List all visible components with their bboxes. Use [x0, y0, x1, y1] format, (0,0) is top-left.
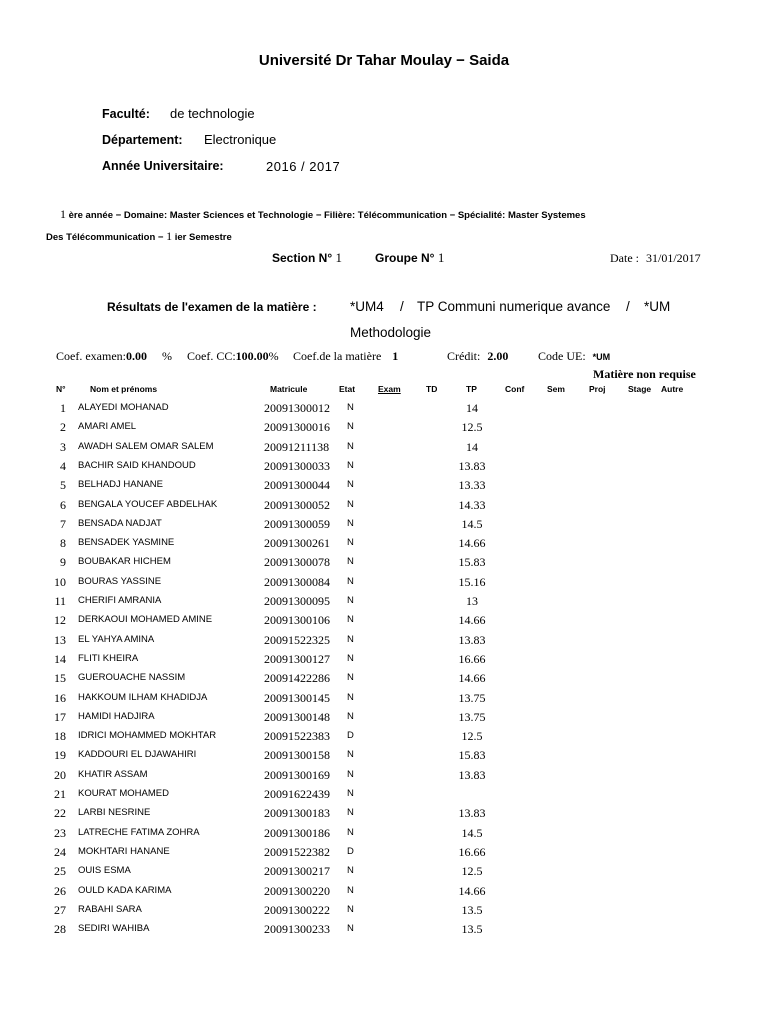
tp-grade: 14.5: [461, 516, 483, 531]
etat: N: [347, 923, 354, 935]
matiere-non-requise: Matière non requise: [593, 367, 696, 381]
tp-grade: 13.75: [458, 690, 486, 705]
exam-ue: *UM: [644, 299, 671, 314]
student-name: KHATIR ASSAM: [78, 768, 148, 780]
row-number: 22: [54, 806, 66, 821]
student-name: LARBI NESRINE: [78, 807, 151, 819]
coef-examen-label: Coef. examen:: [56, 349, 126, 363]
matricule: 20091300222: [264, 902, 330, 917]
row-number: 19: [54, 748, 66, 763]
tp-grade: 14.33: [458, 497, 486, 512]
etat: N: [347, 884, 354, 896]
header-exam: Exam: [378, 384, 401, 394]
etat: N: [347, 633, 354, 645]
student-name: OULD KADA KARIMA: [78, 884, 172, 896]
section-value: 1: [335, 250, 342, 265]
program-semester-number: 1: [166, 229, 173, 243]
date-info: [610, 251, 701, 266]
etat: N: [347, 614, 354, 626]
table-row: [0, 787, 768, 806]
etat: N: [347, 672, 354, 684]
credit-label: Crédit:: [447, 349, 481, 363]
row-number: 16: [54, 690, 66, 705]
table-row: [0, 633, 768, 652]
tp-grade: 13.83: [458, 806, 486, 821]
credit-value: 2.00: [487, 349, 509, 363]
code-ue-label: Code UE:: [538, 349, 586, 363]
tp-grade: 14.66: [458, 671, 486, 686]
program-year-number: 1: [60, 207, 66, 221]
header-etat: Etat: [339, 384, 356, 394]
row-number: 17: [54, 709, 66, 724]
header-matricule: Matricule: [270, 384, 308, 394]
etat: N: [347, 498, 354, 510]
coef-cc-pct: %: [268, 349, 279, 363]
etat: N: [347, 749, 354, 761]
table-row: [0, 536, 768, 555]
exam-title: Résultats de l'examen de la matière :: [107, 300, 317, 314]
etat: N: [347, 459, 354, 471]
table-row: [0, 691, 768, 710]
header-proj: Proj: [589, 384, 606, 394]
table-row: [0, 884, 768, 903]
exam-sep-1: /: [400, 299, 404, 314]
date-label: Date :: [610, 251, 639, 265]
etat: N: [347, 788, 354, 799]
header-num: N°: [56, 384, 66, 394]
exam-matiere: TP Communi numerique avance: [417, 299, 611, 314]
tp-grade: 13.5: [461, 902, 483, 917]
header-autre: Autre: [661, 384, 684, 394]
tp-grade: 13.75: [458, 709, 486, 724]
matricule: 20091300052: [264, 497, 330, 512]
code-ue-value: *UM: [592, 352, 611, 362]
table-row: [0, 555, 768, 574]
matricule: 20091300016: [264, 420, 330, 435]
table-row: [0, 498, 768, 517]
student-name: EL YAHYA AMINA: [78, 633, 155, 645]
row-number: 6: [60, 497, 66, 512]
student-name: BOURAS YASSINE: [78, 575, 162, 587]
row-number: 7: [60, 516, 66, 531]
matricule: 20091300127: [264, 651, 330, 666]
row-number: 12: [54, 613, 66, 628]
row-number: 2: [60, 420, 66, 435]
tp-grade: 13.83: [458, 632, 486, 647]
tp-grade: 14.5: [461, 825, 483, 840]
groupe-label: Groupe N°: [375, 251, 435, 265]
matricule: 20091522382: [264, 844, 330, 859]
tp-grade: 15.16: [458, 574, 486, 589]
tp-grade: 14.66: [458, 883, 486, 898]
table-row: [0, 478, 768, 497]
row-number: 8: [60, 536, 66, 551]
row-number: 4: [60, 458, 66, 473]
etat: N: [347, 865, 354, 877]
row-number: 18: [54, 729, 66, 744]
student-name: ALAYEDI MOHANAD: [78, 402, 169, 413]
matricule: 20091422286: [264, 671, 330, 686]
student-name: OUIS ESMA: [78, 865, 131, 877]
coef-cc: [187, 349, 279, 364]
student-name: BACHIR SAID KHANDOUD: [78, 459, 196, 471]
row-number: 27: [54, 902, 66, 917]
student-name: BENGALA YOUCEF ABDELHAK: [78, 498, 218, 510]
student-name: AMARI AMEL: [78, 421, 137, 433]
matricule: 20091300059: [264, 516, 330, 531]
departement-label: Département:: [102, 133, 183, 147]
student-name: BENSADA NADJAT: [78, 517, 162, 529]
row-number: 1: [60, 401, 66, 415]
table-row: [0, 575, 768, 594]
tp-grade: 15.83: [458, 748, 486, 763]
table-row: [0, 652, 768, 671]
annee-value: 2016 / 2017: [266, 159, 341, 174]
matricule: 20091300186: [264, 825, 330, 840]
tp-grade: 13.83: [458, 767, 486, 782]
row-number: 20: [54, 767, 66, 782]
etat: N: [347, 479, 354, 491]
student-name: AWADH SALEM OMAR SALEM: [78, 440, 214, 452]
student-name: KADDOURI EL DJAWAHIRI: [78, 749, 197, 761]
matricule: 20091300261: [264, 536, 330, 551]
table-row: [0, 845, 768, 864]
exam-sep-2: /: [626, 299, 630, 314]
matricule: 20091300158: [264, 748, 330, 763]
matricule: 20091300084: [264, 574, 330, 589]
student-name: DERKAOUI MOHAMED AMINE: [78, 614, 213, 626]
tp-grade: 14.66: [458, 613, 486, 628]
etat: N: [347, 710, 354, 722]
matricule: 20091300044: [264, 478, 330, 493]
row-number: 23: [54, 825, 66, 840]
coef-cc-label: Coef. CC:: [187, 349, 236, 363]
table-row: [0, 768, 768, 787]
tp-grade: 13.83: [458, 458, 486, 473]
etat: N: [347, 903, 354, 915]
credit: [447, 349, 508, 364]
student-name: CHERIFI AMRANIA: [78, 595, 162, 606]
table-row: [0, 671, 768, 690]
faculte-label: Faculté:: [102, 107, 150, 121]
faculte-value: de technologie: [170, 106, 255, 121]
student-name: KOURAT MOHAMED: [78, 788, 169, 799]
table-row: [0, 613, 768, 632]
university-title: Université Dr Tahar Moulay − Saida: [258, 52, 510, 69]
student-name: FLITI KHEIRA: [78, 652, 139, 664]
student-name: GUEROUACHE NASSIM: [78, 672, 186, 684]
table-row: [0, 806, 768, 825]
coef-examen: [56, 349, 147, 364]
etat: N: [347, 402, 354, 413]
departement-value: Electronique: [204, 132, 277, 147]
etat: D: [347, 845, 354, 857]
etat: D: [347, 730, 354, 742]
matricule: 20091522325: [264, 632, 330, 647]
table-row: [0, 440, 768, 459]
coef-cc-value: 100.00: [235, 349, 269, 363]
exam-ue-continued: Methodologie: [350, 325, 432, 340]
etat: N: [347, 652, 354, 664]
student-name: BOUBAKAR HICHEM: [78, 556, 171, 568]
program-semester-text: ier Semestre: [174, 232, 232, 243]
header-stage: Stage: [628, 384, 652, 394]
matricule: 20091300033: [264, 458, 330, 473]
matricule: 20091300169: [264, 767, 330, 782]
row-number: 26: [54, 883, 66, 898]
student-name: HAKKOUM ILHAM KHADIDJA: [78, 691, 208, 703]
coef-matiere-value: 1: [392, 349, 399, 363]
matricule: 20091522383: [264, 729, 330, 744]
program-line-1-text: ère année − Domaine: Master Sciences et Technologie − Filière: Télécommunication − Spécialité: Master Systemes: [68, 210, 586, 221]
tp-grade: 13.5: [461, 922, 483, 937]
etat: N: [347, 440, 354, 452]
matricule: 20091300220: [264, 883, 330, 898]
tp-grade: 12.5: [461, 864, 483, 879]
matricule: 20091622439: [264, 787, 330, 801]
student-name: HAMIDI HADJIRA: [78, 710, 155, 722]
header-sem: Sem: [547, 384, 565, 394]
row-number: 14: [54, 651, 66, 666]
header-tp: TP: [466, 384, 477, 394]
etat: N: [347, 807, 354, 819]
table-row: [0, 826, 768, 845]
annee-label: Année Universitaire:: [102, 159, 224, 173]
code-ue: [538, 349, 610, 364]
table-row: [0, 517, 768, 536]
row-number: 10: [54, 574, 66, 589]
student-name: BENSADEK YASMINE: [78, 537, 175, 549]
student-name: BELHADJ HANANE: [78, 479, 163, 491]
tp-grade: 12.5: [461, 729, 483, 744]
program-line-1: [60, 207, 586, 222]
student-name: SEDIRI WAHIBA: [78, 923, 150, 935]
table-row: [0, 401, 768, 420]
header-name: Nom et prénoms: [90, 384, 158, 394]
program-line-2: [46, 229, 232, 244]
row-number: 9: [60, 555, 66, 570]
matricule: 20091211138: [264, 439, 330, 454]
row-number: 13: [54, 632, 66, 647]
etat: N: [347, 421, 354, 433]
matricule: 20091300095: [264, 594, 330, 608]
row-number: 11: [54, 594, 66, 608]
table-row: [0, 420, 768, 439]
matricule: 20091300078: [264, 555, 330, 570]
student-name: LATRECHE FATIMA ZOHRA: [78, 826, 200, 838]
program-line-2-text: Des Télécommunication −: [46, 232, 164, 243]
student-name: MOKHTARI HANANE: [78, 845, 170, 857]
exam-code: *UM4: [350, 299, 384, 314]
tp-grade: 14: [466, 401, 478, 415]
row-number: 28: [54, 922, 66, 937]
tp-grade: 13.33: [458, 478, 486, 493]
groupe-info: [375, 250, 444, 266]
student-name: IDRICI MOHAMMED MOKHTAR: [78, 730, 217, 742]
coef-examen-value: 0.00: [125, 349, 147, 363]
etat: N: [347, 826, 354, 838]
header-td: TD: [426, 384, 438, 394]
date-value: 31/01/2017: [646, 251, 701, 265]
coef-examen-pct: %: [162, 349, 172, 363]
row-number: 24: [54, 844, 66, 859]
etat: N: [347, 575, 354, 587]
etat: N: [347, 537, 354, 549]
table-row: [0, 864, 768, 883]
coef-matiere: [293, 349, 398, 364]
matricule: 20091300145: [264, 690, 330, 705]
section-info: [272, 250, 342, 266]
matricule: 20091300217: [264, 864, 330, 879]
etat: N: [347, 768, 354, 780]
student-name: RABAHI SARA: [78, 903, 142, 915]
tp-grade: 12.5: [461, 420, 483, 435]
tp-grade: 16.66: [458, 844, 486, 859]
table-row: [0, 594, 768, 613]
tp-grade: 14: [466, 439, 478, 454]
table-row: [0, 459, 768, 478]
tp-grade: 13: [466, 594, 478, 608]
table-row: [0, 903, 768, 922]
groupe-value: 1: [437, 250, 445, 265]
row-number: 5: [60, 478, 66, 493]
coef-matiere-label: Coef.de la matière: [293, 349, 382, 363]
tp-grade: 15.83: [458, 555, 486, 570]
tp-grade: 14.66: [458, 536, 486, 551]
table-row: [0, 922, 768, 941]
etat: N: [347, 595, 354, 606]
row-number: 25: [54, 864, 66, 879]
etat: N: [347, 517, 354, 529]
table-row: [0, 748, 768, 767]
row-number: 3: [60, 439, 66, 454]
row-number: 21: [54, 787, 66, 801]
etat: N: [347, 556, 354, 568]
matricule: 20091300233: [264, 922, 330, 937]
tp-grade: 16.66: [458, 651, 486, 666]
table-row: [0, 710, 768, 729]
table-row: [0, 729, 768, 748]
row-number: 15: [54, 671, 66, 686]
matricule: 20091300183: [264, 806, 330, 821]
header-conf: Conf: [505, 384, 525, 394]
matricule: 20091300106: [264, 613, 330, 628]
etat: N: [347, 691, 354, 703]
section-label: Section N°: [272, 251, 333, 265]
matricule: 20091300012: [264, 401, 330, 415]
matricule: 20091300148: [264, 709, 330, 724]
